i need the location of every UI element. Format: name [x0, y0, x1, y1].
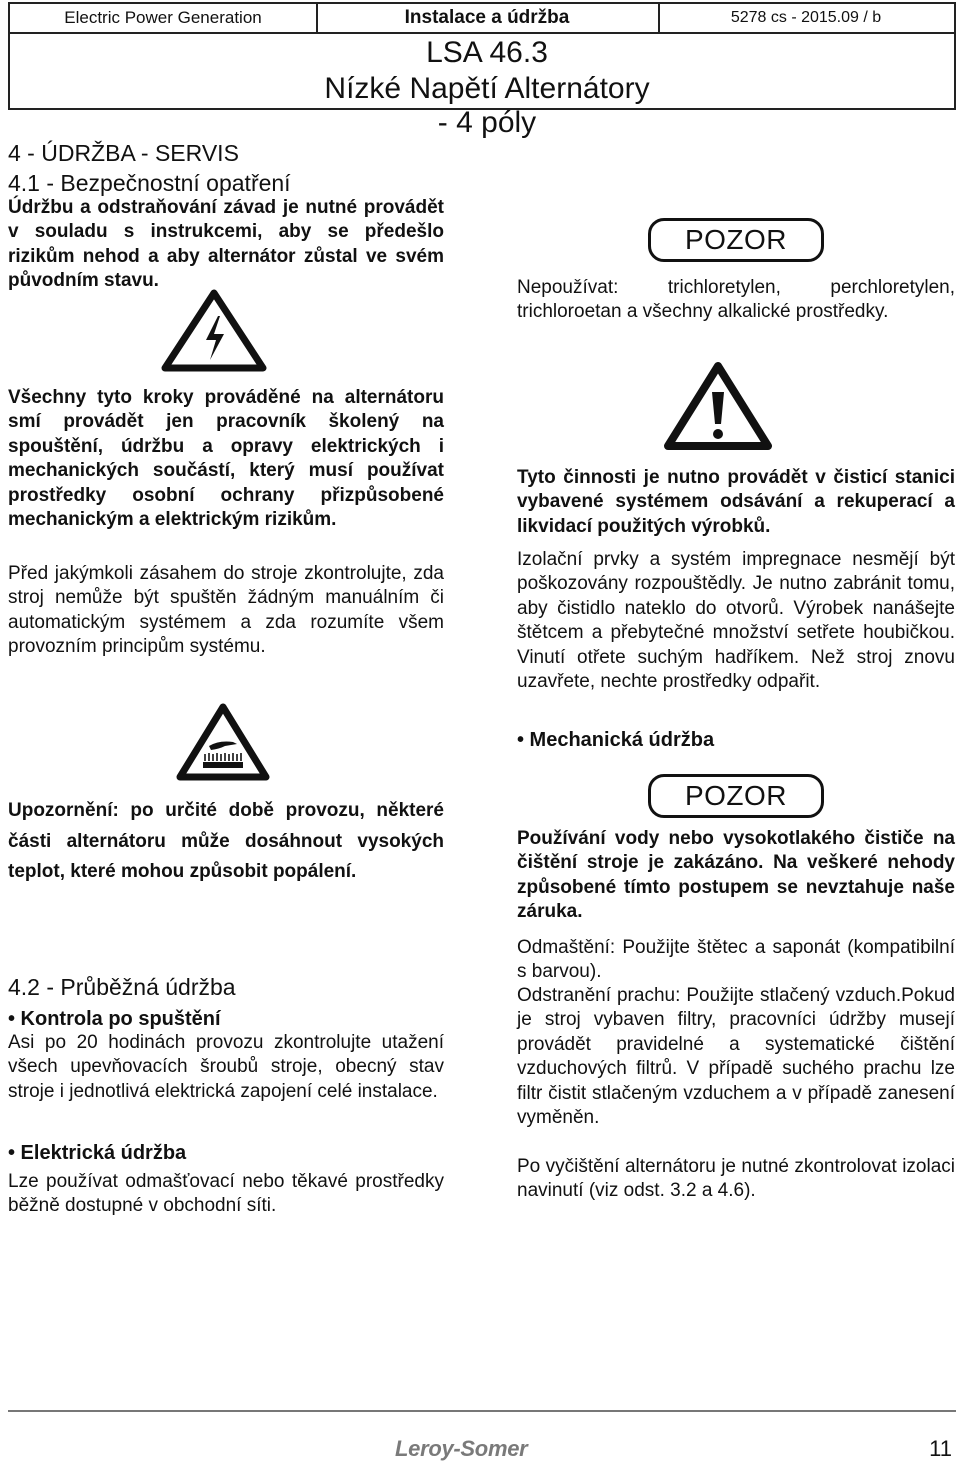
- paragraph-cleaning-station: Tyto činnosti je nutno provádět v čisticí stanici vybavené systémem odsávání a rekuperací a likvidací použitých výrobků.: [517, 467, 955, 537]
- paragraph-safety-intro: Údržbu a odstraňování závad je nutné provádět v souladu s instrukcemi, aby se předešlo rizikům nehod a aby alternátor zůstal ve svém původním stavu.: [8, 197, 444, 292]
- subheading-startup-check: • Kontrola po spuštění: [8, 1008, 221, 1030]
- paragraph-water-prohibited: Používání vody nebo vysokotlakého čističe na čištění stroje je zakázáno. Na veškeré nehody způsobené tímto postupem se nevztahuje naše záruka.: [517, 828, 955, 923]
- paragraph-before-intervention: Před jakýmkoli zásahem do stroje zkontrolujte, zda stroj nemůže být spuštěn žádným manuálním či automatickým systémem a zda rozumíte všem provozním principům systému.: [8, 563, 444, 658]
- paragraph-startup-check: Asi po 20 hodinách provozu zkontrolujte utažení všech upevňovacích šroubů stroje, obecný stav stroje i jednotlivá elektrická zapojení celé instalace.: [8, 1032, 444, 1102]
- paragraph-qualified-staff: Všechny tyto kroky prováděné na alternátoru smí provádět jen pracovník školený na spouštění, údržbu a opravy elektrických i mechanických součástí, který musí používat prostředky osobní ochrany přizpůsobené mechanickým a elektrickým rizikům.: [8, 387, 444, 531]
- pozor-warning-label-2: POZOR: [648, 774, 824, 818]
- brand-logo: Leroy-Somer: [395, 1436, 528, 1461]
- model-title: LSA 46.3: [426, 36, 548, 69]
- section-name: Instalace a údržba: [316, 4, 660, 32]
- paragraph-electrical-maintenance: Lze používat odmašťovací nebo těkavé prostředky běžně dostupné v obchodní síti.: [8, 1171, 444, 1217]
- page-number: 11: [929, 1436, 952, 1461]
- paragraph-insulation: Izolační prvky a systém impregnace nesmějí být poškozovány rozpouštědly. Je nutno zabránit tomu, aby čistidlo nateklo do otvorů. Výrobek nanášejte štětcem a přebytečné množství setřete houbičkou. Vinutí otřete suchým hadříkem. Než stroj znovu uzavřete, nechte prostředky odpařit.: [517, 549, 955, 693]
- heading-main: 4 - ÚDRŽBA - SERVIS: [8, 140, 239, 166]
- paragraph-insulation-check: Po vyčištění alternátoru je nutné zkontrolovat izolaci navinutí (viz odst. 3.2 a 4.6).: [517, 1156, 955, 1202]
- doc-reference: 5278 cs - 2015.09 / b: [730, 9, 882, 26]
- paragraph-degreasing: Odmaštění: Použijte štětec a saponát (kompatibilní s barvou).: [517, 937, 955, 983]
- header-box: [8, 2, 956, 139]
- header-row: [10, 4, 954, 34]
- paragraph-dust-removal: Odstranění prachu: Použijte stlačený vzduch.Pokud je stroj vybaven filtry, pracovníci údržby musejí provádět pravidelné a systematické čištění vzduchových filtrů. V případě suchého prachu lze filtr čistit stlačeným vzduchem a v případě zanesení vyměněn.: [517, 985, 955, 1129]
- hot-surface-icon: [175, 702, 271, 782]
- general-warning-icon: [662, 360, 774, 454]
- pozor-warning-label-1: POZOR: [648, 218, 824, 262]
- heading-4-2: 4.2 - Průběžná údržba: [8, 974, 236, 1000]
- company-name: Electric Power Generation: [10, 4, 318, 32]
- footer-divider: [8, 1410, 956, 1412]
- paragraph-forbidden-solvents: Nepoužívat: trichloretylen, perchloretylen, trichloroetan a všechny alkalické prostředky.: [517, 277, 955, 323]
- electrical-hazard-icon: [160, 288, 268, 374]
- heading-4-1: 4.1 - Bezpečnostní opatření: [8, 170, 291, 196]
- subheading-mechanical-maintenance: • Mechanická údržba: [517, 729, 715, 751]
- subheading-electrical-maintenance: • Elektrická údržba: [8, 1142, 187, 1164]
- paragraph-burn-warning: Upozornění: po určité době provozu, některé části alternátoru může dosáhnout vysokých teplot, které mohou způsobit popálení.: [8, 800, 444, 882]
- model-subtitle: Nízké Napětí Alternátory - 4 póly: [324, 72, 650, 139]
